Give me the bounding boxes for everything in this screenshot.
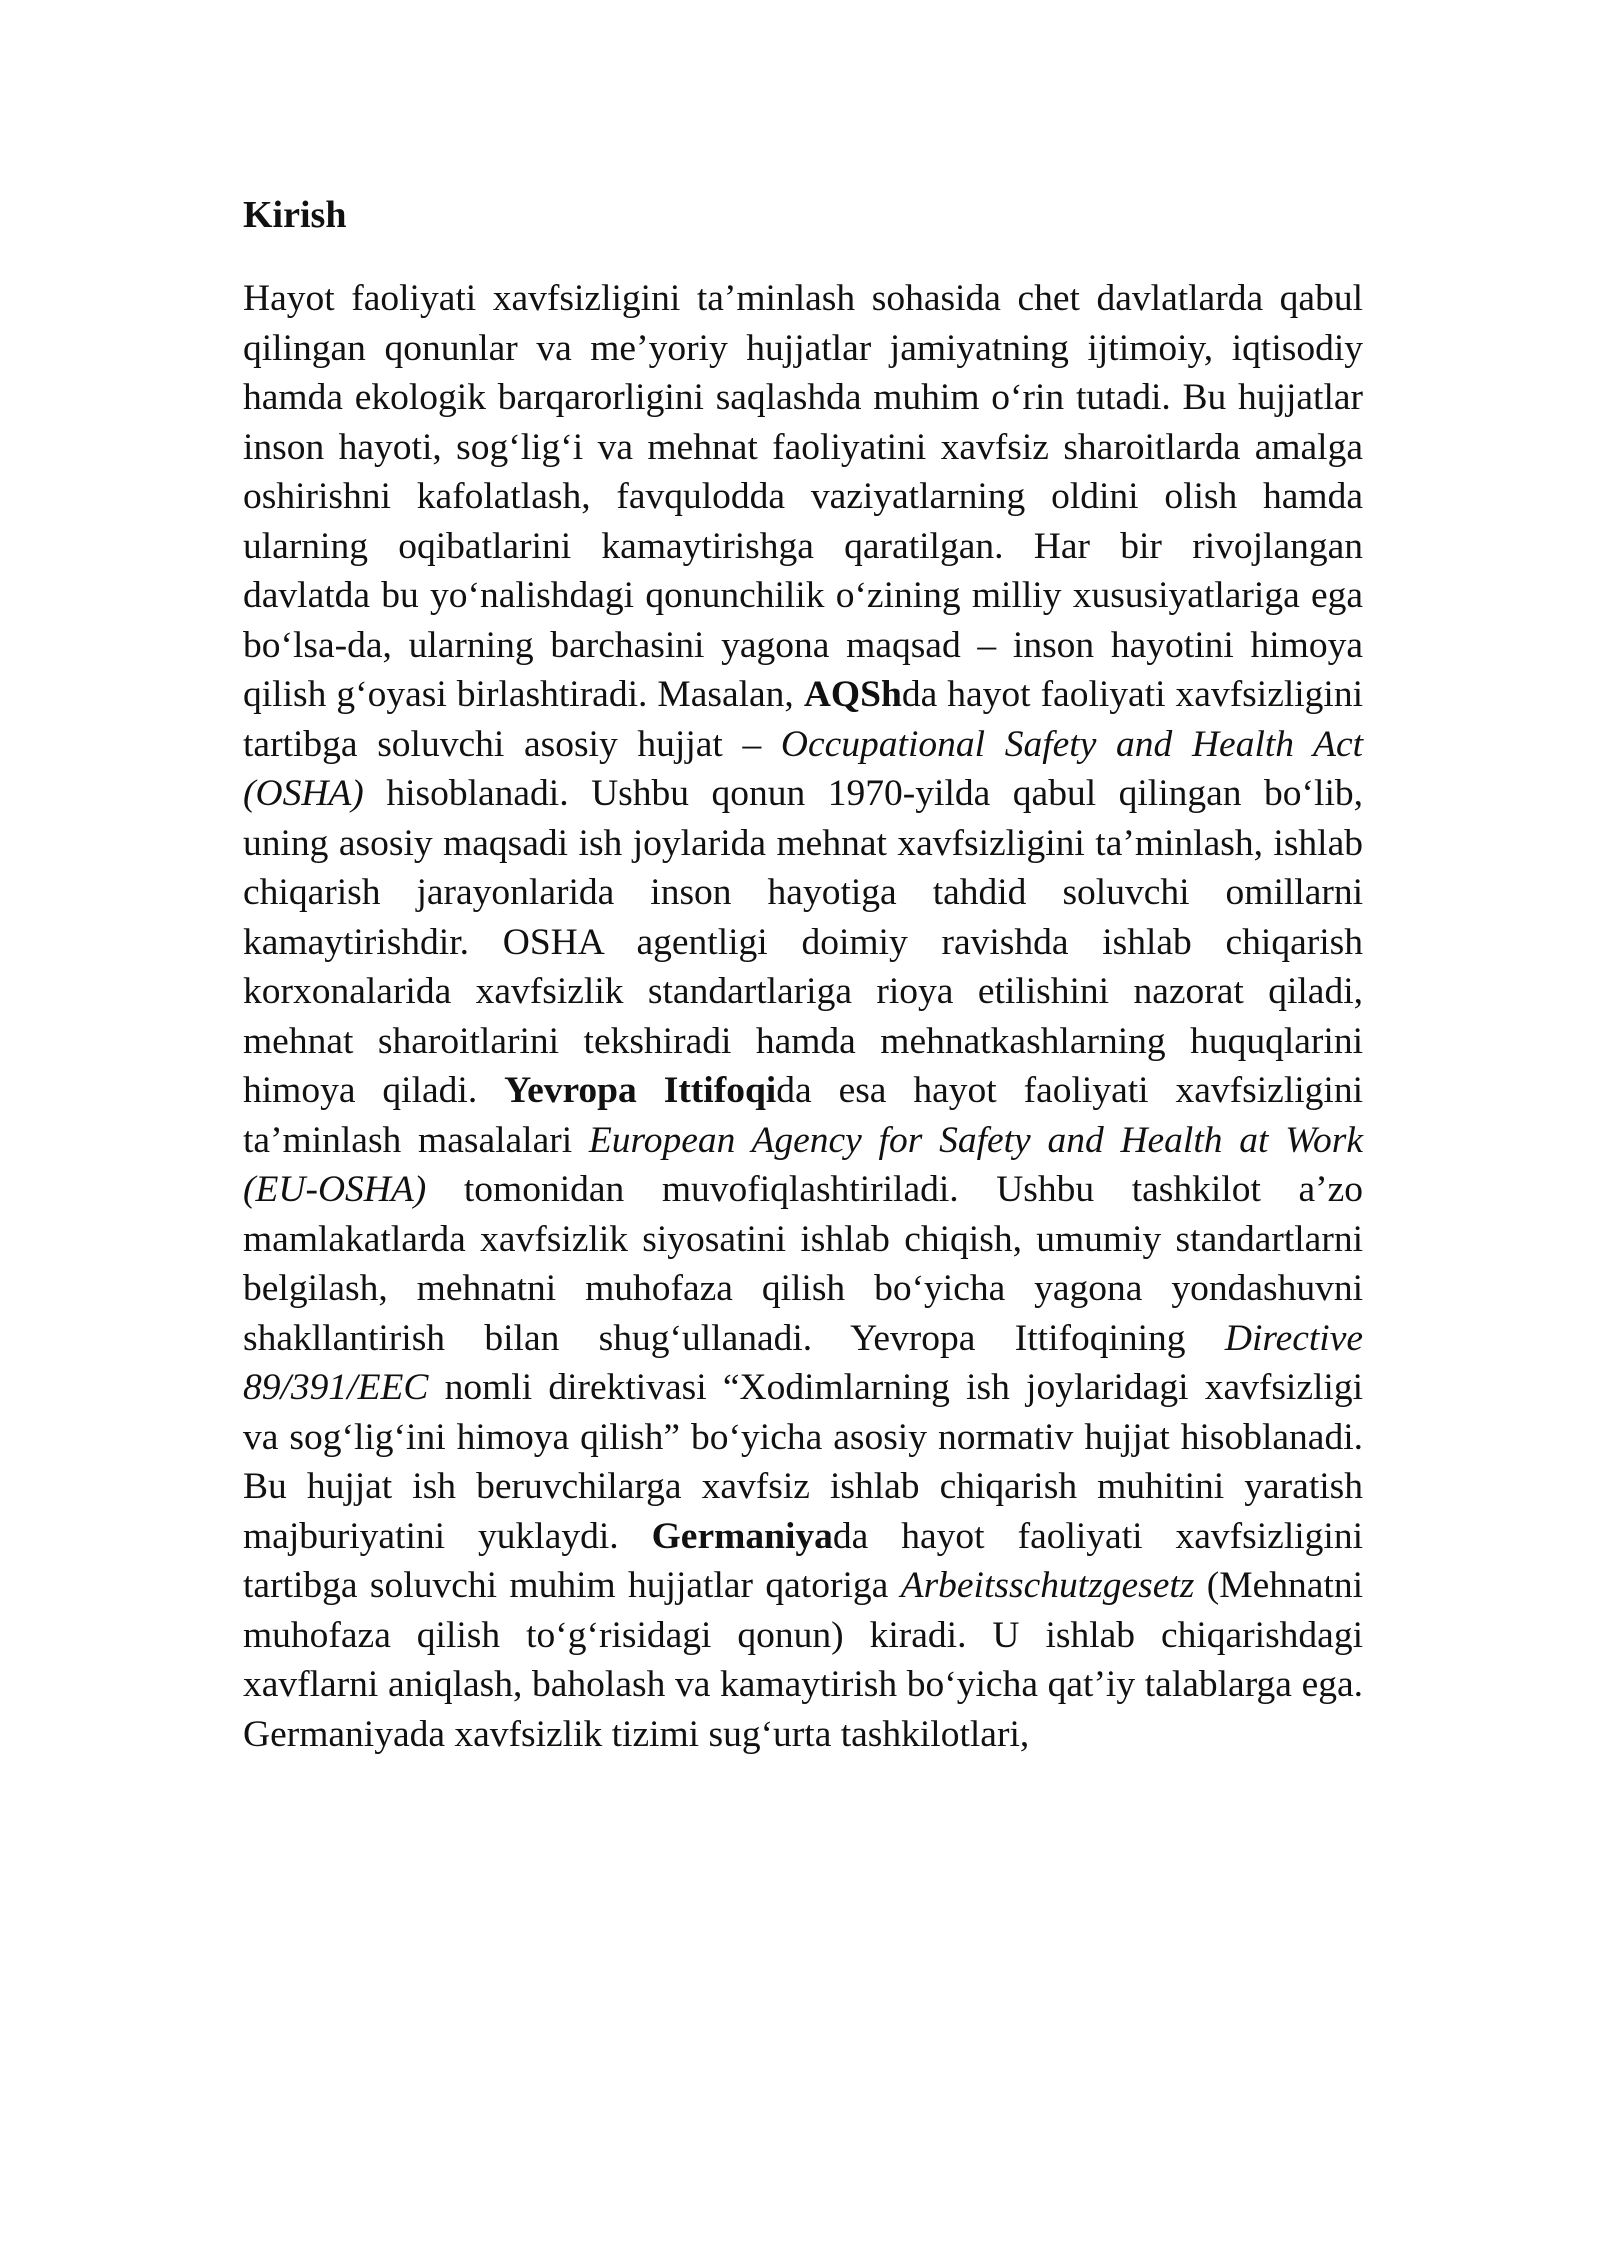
body-paragraph (243, 274, 1363, 1759)
text-run: (Mehnatni muhofaza qilish to‘g‘risidagi qonun) kiradi. U ishlab chiqarishdagi xavflarni aniqlash, baholash va kamaytirish bo‘yicha qat’iy talablarga ega. Germaniyada xavfsizlik tizimi sug‘urta tashkilotlari, (243, 1565, 1363, 1755)
italic-term-osha: Occupational Safety and Health Act (OSHA) (243, 723, 1364, 814)
text-run: Hayot faoliyati xavfsizligini ta’minlash sohasida chet davlatlarda qabul qilingan qonunlar va me’yoriy hujjatlar jamiyatning ijtimoiy, iqtisodiy hamda ekologik barqarorligini saqlashda muhim o‘rin tutadi. Bu hujjatlar inson hayoti, sog‘lig‘i va mehnat faoliyatini xavfsiz sharoitlarda amalga oshirishni kafolatlash, favqulodda vaziyatlarning oldini olish hamda ularning oqibatlarini kamaytirishga qaratilgan. Har bir rivojlangan davlatda bu yo‘nalishdagi qonunchilik o‘zining milliy xususiyatlariga ega bo‘lsa-da, ularning barchasini yagona maqsad – inson hayotini himoya qilish g‘oyasi birlashtiradi. Masalan, (243, 278, 1363, 715)
text-run: tomonidan muvofiqlashtiriladi. Ushbu tashkilot a’zo mamlakatlarda xavfsizlik siyosatini ishlab chiqish, umumiy standartlarni belgilash, mehnatni muhofaza qilish bo‘yicha yagona yondashuvni shakllantirish bilan shug‘ullanadi. Yevropa Ittifoqining (243, 1169, 1363, 1359)
text-run: da hayot faoliyati xavfsizligini tartibga soluvchi asosiy hujjat – (243, 674, 1364, 765)
bold-term-germaniya: Germaniya (651, 1515, 833, 1557)
text-run: da esa hayot faoliyati xavfsizligini ta’minlash masalalari (243, 1070, 1363, 1161)
bold-term-aqsh: AQSh (803, 674, 902, 715)
bold-term-yevropa-ittifoqi: Yevropa Ittifoqi (504, 1070, 777, 1111)
text-run: hisoblanadi. Ushbu qonun 1970-yilda qabul qilingan bo‘lib, uning asosiy maqsadi ish joylarida mehnat xavfsizligini ta’minlash, ishlab chiqarish jarayonlarida inson hayotiga tahdid soluvchi omillarni kamaytirishdir. OSHA agentligi doimiy ravishda ishlab chiqarish korxonalarida xavfsizlik standartlariga rioya etilishini nazorat qiladi, mehnat sharoitlarini tekshiradi hamda mehnatkashlarning huquqlarini himoya qiladi. (243, 773, 1363, 1111)
page-content (243, 190, 1363, 1759)
text-run: nomli direktivasi “Xodimlarning ish joylaridagi xavfsizligi va sog‘lig‘ini himoya qilish” bo‘yicha asosiy normativ hujjat hisoblanadi. Bu hujjat ish beruvchilarga xavfsiz ishlab chiqarish muhitini yaratish majburiyatini yuklaydi. (243, 1367, 1363, 1557)
italic-term-arbeitsschutzgesetz: Arbeitsschutzgesetz (900, 1565, 1195, 1606)
section-heading: Kirish (243, 194, 347, 236)
italic-term-directive: Directive 89/391/EEC (243, 1317, 1363, 1408)
italic-term-eu-osha: European Agency for Safety and Health at Work (EU-OSHA) (243, 1119, 1363, 1210)
text-run: da hayot faoliyati xavfsizligini tartibga soluvchi muhim hujjatlar qatoriga (243, 1515, 1363, 1606)
